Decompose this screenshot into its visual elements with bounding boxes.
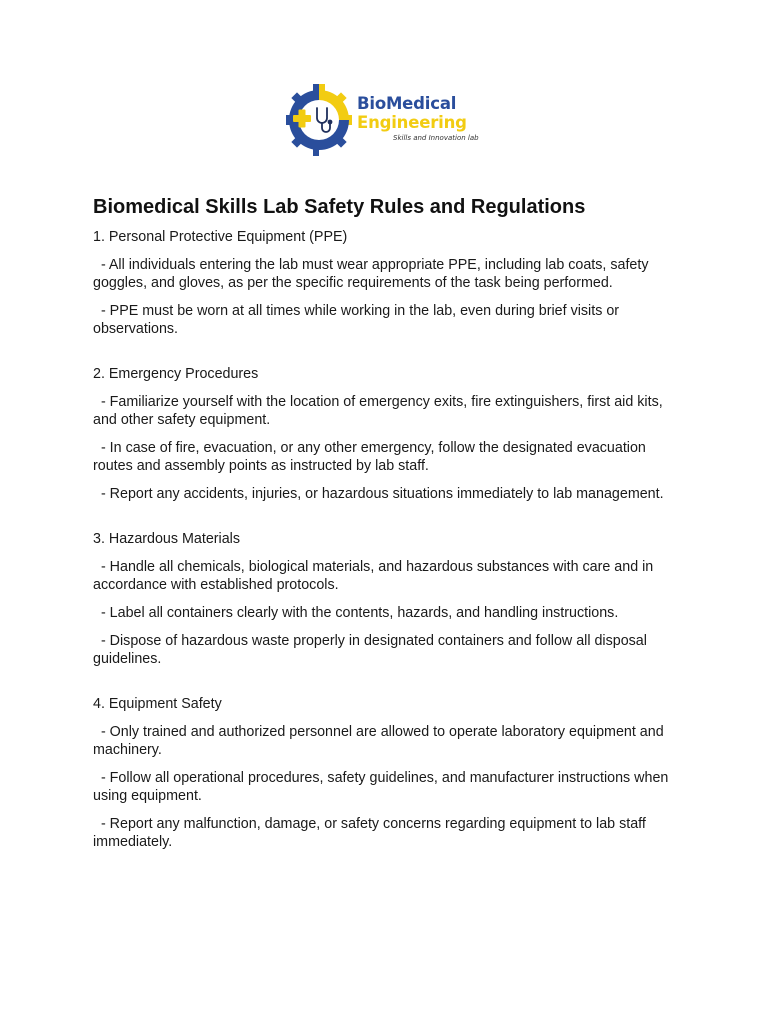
logo-wordmark-engineering: Engineering [357,113,467,132]
section-heading: 1. Personal Protective Equipment (PPE) [93,229,348,245]
section-equipment-safety [93,695,683,851]
section-heading: 3. Hazardous Materials [93,531,241,547]
document-body [93,195,683,851]
rule-item: - Familiarize yourself with the location of emergency exits, fire extinguishers, first aid kits, and other safety equipment. [93,394,663,428]
rule-item: - In case of fire, evacuation, or any other emergency, follow the designated evacuation routes and assembly points as instructed by lab staff. [93,440,646,474]
rule-item: - Report any malfunction, damage, or safety concerns regarding equipment to lab staff immediately. [93,816,646,850]
rule-item: - Only trained and authorized personnel are allowed to operate laboratory equipment and machinery. [93,724,664,758]
rule-item: - All individuals entering the lab must wear appropriate PPE, including lab coats, safety goggles, and gloves, as per the specific requirements of the task being performed. [93,257,649,291]
section-heading: 4. Equipment Safety [93,696,222,712]
page-title: Biomedical Skills Lab Safety Rules and Regulations [93,196,586,218]
rule-item: - Dispose of hazardous waste properly in designated containers and follow all disposal guidelines. [93,633,647,667]
rule-item: - Report any accidents, injuries, or hazardous situations immediately to lab management. [93,486,664,502]
section-emergency-procedures [93,365,683,503]
section-hazardous-materials [93,530,683,668]
logo-tagline: Skills and Innovation lab [393,134,479,142]
section-heading: 2. Emergency Procedures [93,366,259,382]
section-ppe [93,228,683,338]
rule-item: - Follow all operational procedures, safety guidelines, and manufacturer instructions when using equipment. [93,770,669,804]
rule-item: - Handle all chemicals, biological materials, and hazardous substances with care and in accordance with established protocols. [93,559,654,593]
logo-wordmark-biomedical: BioMedical [357,94,457,113]
logo [283,82,483,158]
gear-stethoscope-logo-icon [283,82,355,158]
rule-item: - PPE must be worn at all times while working in the lab, even during brief visits or observations. [93,303,620,337]
rule-item: - Label all containers clearly with the contents, hazards, and handling instructions. [93,605,619,621]
